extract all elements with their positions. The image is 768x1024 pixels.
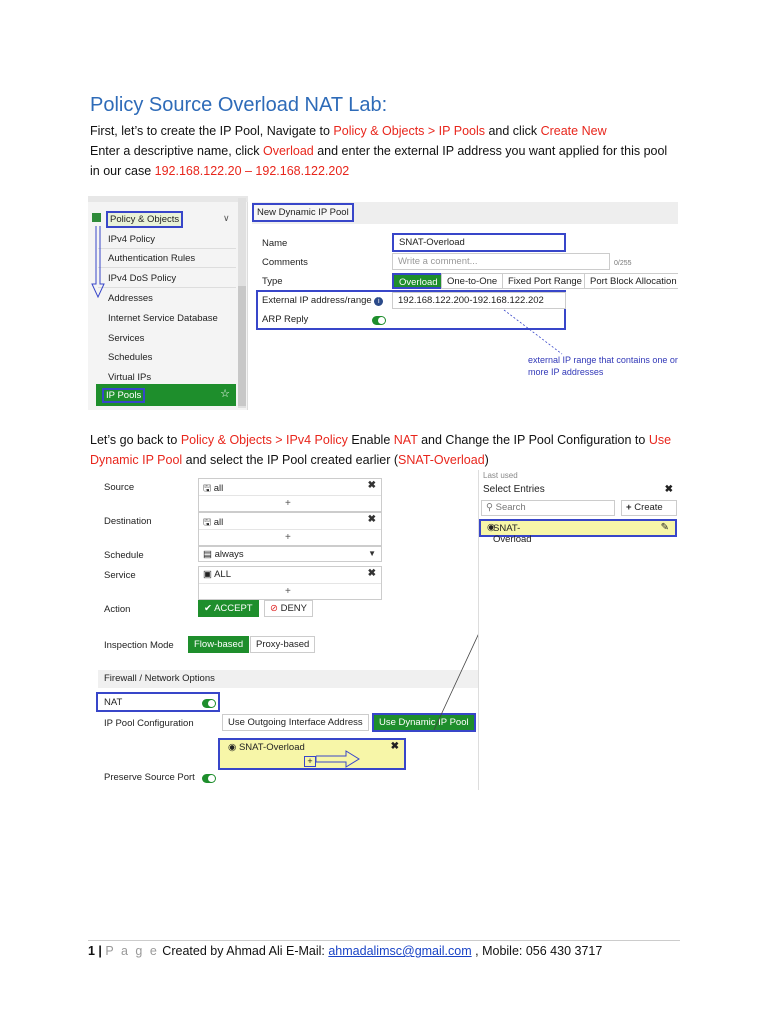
comments-field[interactable]: Write a comment... xyxy=(392,253,610,270)
close-icon[interactable]: ✖ xyxy=(664,484,673,495)
use-outgoing-interface-button[interactable]: Use Outgoing Interface Address xyxy=(222,714,369,731)
last-used-label: Last used xyxy=(483,471,518,480)
ip-pool-value: ◉ SNAT-Overload xyxy=(228,742,305,753)
divider xyxy=(199,495,381,496)
close-icon[interactable]: ✖ xyxy=(367,480,376,491)
footer: 1 | P a g e Created by Ahmad Ali E-Mail: ahmadalimsc@gmail.com , Mobile: 056 430 3717 xyxy=(88,944,603,958)
divider xyxy=(98,248,236,249)
annotation-text: external IP range that contains one or more IP addresses xyxy=(528,355,678,377)
annotation-pointer xyxy=(502,308,582,358)
service-label: Service xyxy=(104,570,136,581)
ip-pool-screenshot xyxy=(88,196,678,410)
footer-divider xyxy=(88,940,680,941)
sidebar-item-ipv4-dos-policy[interactable]: IPv4 DoS Policy xyxy=(108,273,177,284)
divider xyxy=(199,583,381,584)
divider xyxy=(98,267,236,268)
entry-label: ◉ SNAT-Overload xyxy=(487,522,532,545)
intro-line-2: Enter a descriptive name, click Overload and enter the external IP address you want applied for this pool xyxy=(90,144,668,158)
sidebar-section-policy-objects[interactable]: Policy & Objects ∨ xyxy=(88,208,236,228)
close-icon[interactable]: ✖ xyxy=(390,741,399,752)
type-fixed-port-range-button[interactable]: Fixed Port Range xyxy=(502,273,588,289)
list-item-snat-overload[interactable] xyxy=(479,519,677,545)
accept-button[interactable]: ✔ ACCEPT xyxy=(198,600,259,617)
policy-icon xyxy=(92,213,101,222)
plus-icon[interactable]: + xyxy=(285,532,291,543)
service-field[interactable] xyxy=(198,566,382,600)
sidebar-item-addresses[interactable]: Addresses xyxy=(108,293,153,304)
schedule-label: Schedule xyxy=(104,550,144,561)
preserve-source-port-label: Preserve Source Port xyxy=(104,772,195,783)
type-overload-button[interactable]: Overload xyxy=(392,273,445,289)
chevron-down-icon[interactable]: ▼ xyxy=(368,549,376,558)
sidebar-item-authentication-rules[interactable]: Authentication Rules xyxy=(108,253,196,264)
create-button[interactable]: + Create xyxy=(621,500,677,516)
ip-pool-selection[interactable] xyxy=(218,738,406,770)
service-value: ▣ ALL xyxy=(203,569,231,580)
add-icon[interactable]: + xyxy=(304,756,316,767)
sidebar-top-strip xyxy=(88,196,248,202)
select-entries-panel xyxy=(478,470,678,790)
type-port-block-allocation-button[interactable]: Port Block Allocation xyxy=(584,273,678,289)
plus-icon[interactable]: + xyxy=(285,586,291,597)
use-dynamic-ip-pool-button[interactable]: Use Dynamic IP Pool xyxy=(372,713,476,732)
arp-reply-toggle[interactable] xyxy=(372,316,386,325)
scrollbar-thumb[interactable] xyxy=(238,286,246,406)
close-icon[interactable]: ✖ xyxy=(367,514,376,525)
divider xyxy=(98,287,236,288)
page-title: Policy Source Overload NAT Lab: xyxy=(90,94,388,116)
flow-based-button[interactable]: Flow-based xyxy=(188,636,249,653)
sidebar-item-ip-pools[interactable]: IP Pools ☆ xyxy=(96,384,236,406)
comments-label: Comments xyxy=(262,257,308,268)
intro-line-3: in our case 192.168.122.20 – 192.168.122.202 xyxy=(90,164,350,178)
nat-label: NAT xyxy=(104,697,123,708)
source-field[interactable] xyxy=(198,478,382,512)
ip-pool-configuration-label: IP Pool Configuration xyxy=(104,718,194,729)
star-icon[interactable]: ☆ xyxy=(220,388,230,400)
proxy-based-button[interactable]: Proxy-based xyxy=(250,636,315,653)
firewall-network-options-header: Firewall / Network Options xyxy=(98,670,523,688)
form-header: New Dynamic IP Pool xyxy=(252,202,678,224)
nat-toggle[interactable] xyxy=(202,699,216,708)
down-arrow-icon xyxy=(91,226,105,298)
search-input[interactable]: ⚲ Search xyxy=(481,500,615,516)
info-icon: i xyxy=(374,297,383,306)
external-ip-label: External IP address/range i xyxy=(262,295,383,306)
name-label: Name xyxy=(262,238,288,249)
sidebar xyxy=(88,196,248,410)
edit-pencil-icon[interactable]: ✎ xyxy=(660,522,669,533)
inspection-mode-label: Inspection Mode xyxy=(104,640,174,651)
sidebar-scrollbar[interactable] xyxy=(238,198,246,408)
sidebar-item-virtual-ips[interactable]: Virtual IPs xyxy=(108,372,152,383)
divider xyxy=(199,529,381,530)
sidebar-item-schedules[interactable]: Schedules xyxy=(108,352,153,363)
plus-icon[interactable]: + xyxy=(285,498,291,509)
close-icon[interactable]: ✖ xyxy=(367,568,376,579)
preserve-source-port-toggle[interactable] xyxy=(202,774,216,783)
panel-header: Select Entries ✖ xyxy=(483,484,673,495)
arp-reply-label: ARP Reply xyxy=(262,314,309,325)
source-label: Source xyxy=(104,482,135,493)
email-link[interactable]: ahmadalimsc@gmail.com xyxy=(328,944,472,958)
intro-line-1: First, let’s to create the IP Pool, Navigate to Policy & Objects > IP Pools and click Create New xyxy=(90,124,607,138)
right-arrow-icon xyxy=(316,750,360,768)
destination-field[interactable] xyxy=(198,512,382,546)
sidebar-item-ipv4-policy[interactable]: IPv4 Policy xyxy=(108,234,155,245)
sidebar-item-internet-service-database[interactable]: Internet Service Database xyxy=(108,313,218,324)
deny-button[interactable]: ⊘ DENY xyxy=(264,600,313,617)
action-label: Action xyxy=(104,604,131,615)
source-value: 🖫 all xyxy=(203,483,224,494)
middle-line-2: Dynamic IP Pool and select the IP Pool created earlier (SNAT-Overload) xyxy=(90,453,489,467)
ipv4-policy-screenshot xyxy=(88,470,680,790)
name-field[interactable]: SNAT-Overload xyxy=(392,233,566,252)
schedule-value: ▤ always xyxy=(203,549,244,560)
type-label: Type xyxy=(262,276,283,287)
destination-label: Destination xyxy=(104,516,152,527)
middle-line-1: Let’s go back to Policy & Objects > IPv4 Policy Enable NAT and Change the IP Pool Configuration to Use xyxy=(90,433,672,447)
destination-value: 🖫 all xyxy=(203,517,224,528)
comments-counter: 0/255 xyxy=(614,260,632,267)
sidebar-item-services[interactable]: Services xyxy=(108,333,145,344)
schedule-select[interactable] xyxy=(198,546,382,562)
external-ip-field[interactable]: 192.168.122.200-192.168.122.202 xyxy=(392,292,566,309)
chevron-down-icon: ∨ xyxy=(223,213,230,223)
type-one-to-one-button[interactable]: One-to-One xyxy=(441,273,503,289)
